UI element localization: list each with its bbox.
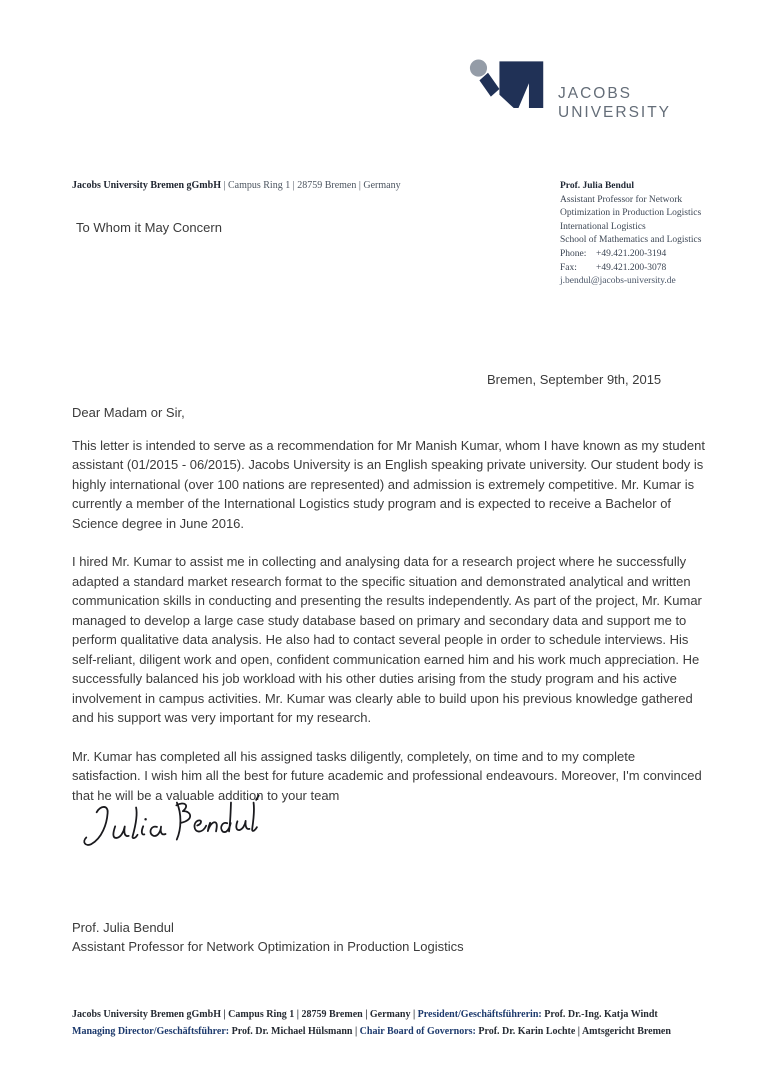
letter-paragraph-3: Mr. Kumar has completed all his assigned tasks diligently, completely, on time and to my complete satisfaction. I wish him all the best for future academic and professional endeavours. Moreover, I'm convinced that he will be a valuable addition to your team <box>72 748 702 803</box>
signature-strokes-icon <box>74 792 262 854</box>
letter-salutation: Dear Madam or Sir, <box>72 405 185 420</box>
contact-fax-row <box>560 262 730 276</box>
jacobs-logo-wordmark <box>558 84 671 122</box>
footer-org-address: Jacobs University Bremen gGmbH | Campus Ring 1 | 28759 Bremen | Germany | <box>72 1009 418 1020</box>
fax-label: Fax: <box>560 262 577 273</box>
phone-label: Phone: <box>560 248 587 259</box>
contact-role-line: Optimization in Production Logistics <box>560 208 702 219</box>
header-org-name: Jacobs University Bremen gGmbH <box>72 180 221 191</box>
jacobs-logo-mark-icon <box>468 56 548 122</box>
footer-managing-director-name: Prof. Dr. Michael Hülsmann | <box>229 1025 360 1037</box>
footer-governors-label: Chair Board of Governors: <box>359 1025 476 1037</box>
contact-role-line: School of Mathematics and Logistics <box>560 235 702 246</box>
logo-word-jacobs: JACOBS <box>558 85 633 102</box>
footer-president-name: Prof. Dr.-Ing. Katja Windt <box>541 1009 658 1020</box>
contact-role-line: Assistant Professor for Network <box>560 194 683 205</box>
signoff-title: Assistant Professor for Network Optimization in Production Logistics <box>72 938 464 954</box>
footer-line-2 <box>72 1024 717 1041</box>
contact-name: Prof. Julia Bendul <box>560 181 634 191</box>
phone-value: +49.421.200-3194 <box>596 248 667 259</box>
footer-managing-director-label: Managing Director/Geschäftsführer: <box>72 1025 230 1037</box>
contact-email: j.bendul@jacobs-university.de <box>560 276 676 287</box>
letter-paragraph-1: This letter is intended to serve as a recommendation for Mr Manish Kumar, whom I have known as my student assistant (01/2015 - 06/2015). Jacobs University is an English speaking private university. Our student body is highly international (over 100 nations are represented) and admission is extremely competitive. Mr. Kumar is currently a member of the International Logistics study program and is expected to receive a Bachelor of Science degree in June 2016. <box>72 437 705 531</box>
jacobs-logo <box>468 56 671 122</box>
footer <box>72 1007 717 1040</box>
header-org-address: | Campus Ring 1 | 28759 Bremen | Germany <box>220 180 401 191</box>
signoff-name: Prof. Julia Bendul <box>72 920 174 935</box>
letter-paragraph-2: I hired Mr. Kumar to assist me in collecting and analysing data for a research project where he successfully adapted a standard market research format to the specific situation and demonstrated analytical and written communication skills in conducting and presenting the results independently. As part of the project, Mr. Kumar managed to develop a large case study database based on primary and secondary data and support me to perform qualitative data analysis. He also had to contact several people in order to schedule interviews. His self-reliant, diligent work and open, confident communication earned him and his work much appreciation. He successfully balanced his job workload with his other duties arising from the study program and his active involvement in campus activities. Mr. Kumar was clearly able to build upon his previous knowledge gathered and his support was very important for my research. <box>72 554 702 725</box>
contact-role-line: International Logistics <box>560 221 646 232</box>
contact-block <box>560 180 730 289</box>
footer-line-1 <box>72 1007 717 1024</box>
signature-image <box>74 792 262 859</box>
letter-heading: To Whom it May Concern <box>76 220 222 235</box>
footer-governors-name: Prof. Dr. Karin Lochte | Amtsgericht Bremen <box>475 1025 671 1037</box>
signoff-block <box>72 919 464 956</box>
header-address <box>72 180 401 191</box>
letter-date: Bremen, September 9th, 2015 <box>487 372 662 387</box>
letter-body <box>72 403 705 824</box>
fax-value: +49.421.200-3078 <box>596 262 667 273</box>
footer-president-label: President/Geschäftsführerin: <box>417 1009 542 1020</box>
contact-phone-row <box>560 248 730 262</box>
logo-word-university: UNIVERSITY <box>558 104 672 121</box>
